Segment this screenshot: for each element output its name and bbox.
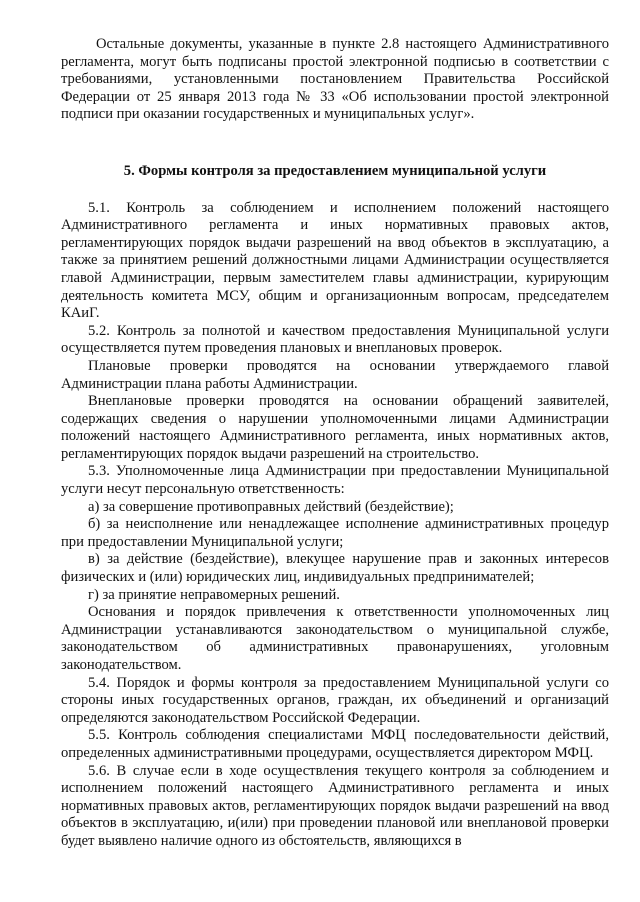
paragraph-5-3: 5.3. Уполномоченные лица Администрации при предоставлении Муниципальной услуги несут персональную ответственность: — [61, 463, 609, 498]
list-item-a: а) за совершение противоправных действий (бездействие); — [88, 498, 454, 515]
paragraph-5-6: 5.6. В случае если в ходе осуществления текущего контроля за соблюдением и исполнением положений настоящего Административного регламента и иных нормативных правовых актов, регламентирующих порядок выдачи разрешений на ввод объектов в эксплуатацию, и(или) при проведении плановой или внеплановой проверки будет выявлено наличие одного из обстоятельств, являющихся в — [61, 762, 609, 849]
paragraph-planned-checks: Плановые проверки проводятся на основании утверждаемого главой Администрации плана работы Администрации. — [61, 357, 609, 392]
paragraph-5-2: 5.2. Контроль за полнотой и качеством предоставления Муниципальной услуги осуществляется путем проведения плановых и внеплановых проверок. — [61, 322, 609, 357]
paragraph-5-5: 5.5. Контроль соблюдения специалистами МФЦ последовательности действий, определенных административными процедурами, осуществляется директором МФЦ. — [61, 727, 609, 761]
paragraph-liability-grounds: Основания и порядок привлечения к ответственности уполномоченных лиц Администрации устанавливаются законодательством о муниципальной службе, законодательством об административных правонарушениях, уголовным законодательством. — [61, 604, 609, 673]
list-item-g: г) за принятие неправомерных решений. — [88, 586, 340, 603]
paragraph-5-4: 5.4. Порядок и формы контроля за предоставлением Муниципальной услуги со стороны иных государственных органов, граждан, их объединений и организаций определяются законодательством Российской Федерации. — [61, 674, 609, 726]
paragraph-5-1: 5.1. Контроль за соблюдением и исполнением положений настоящего Административного регламента и иных нормативных правовых актов, регламентирующих порядок выдачи разрешений на ввод объектов в эксплуатацию, а также за принятием решений должностными лицами Администрации осуществляется главой Администрации, первым заместителем главы администрации, курирующим деятельность комитета МСУ, общим и организационным вопросам, председателем КАиГ. — [61, 199, 609, 322]
list-item-b: б) за неисполнение или ненадлежащее исполнение административных процедур при предоставлении Муниципальной услуги; — [61, 516, 609, 550]
intro-paragraph: Остальные документы, указанные в пункте 2.8 настоящего Административного регламента, могут быть подписаны простой электронной подписью в соответствии с требованиями, установленными постановлением Правительства Российской Федерации от 25 января 2013 года № 33 «Об использовании простой электронной подписи при оказании государственных и муниципальных услуг». — [61, 36, 609, 123]
section-heading: 5. Формы контроля за предоставлением муниципальной услуги — [123, 162, 547, 179]
list-item-v: в) за действие (бездействие), влекущее нарушение прав и законных интересов физических и (или) юридических лиц, индивидуальных предпринимателей; — [61, 551, 609, 586]
paragraph-unplanned-checks: Внеплановые проверки проводятся на основании обращений заявителей, содержащих сведения о нарушении уполномоченными лицами Администрации положений настоящего Административного регламента, иных нормативных актов, регламентирующих порядок выдачи разрешений на строительство. — [61, 393, 609, 462]
